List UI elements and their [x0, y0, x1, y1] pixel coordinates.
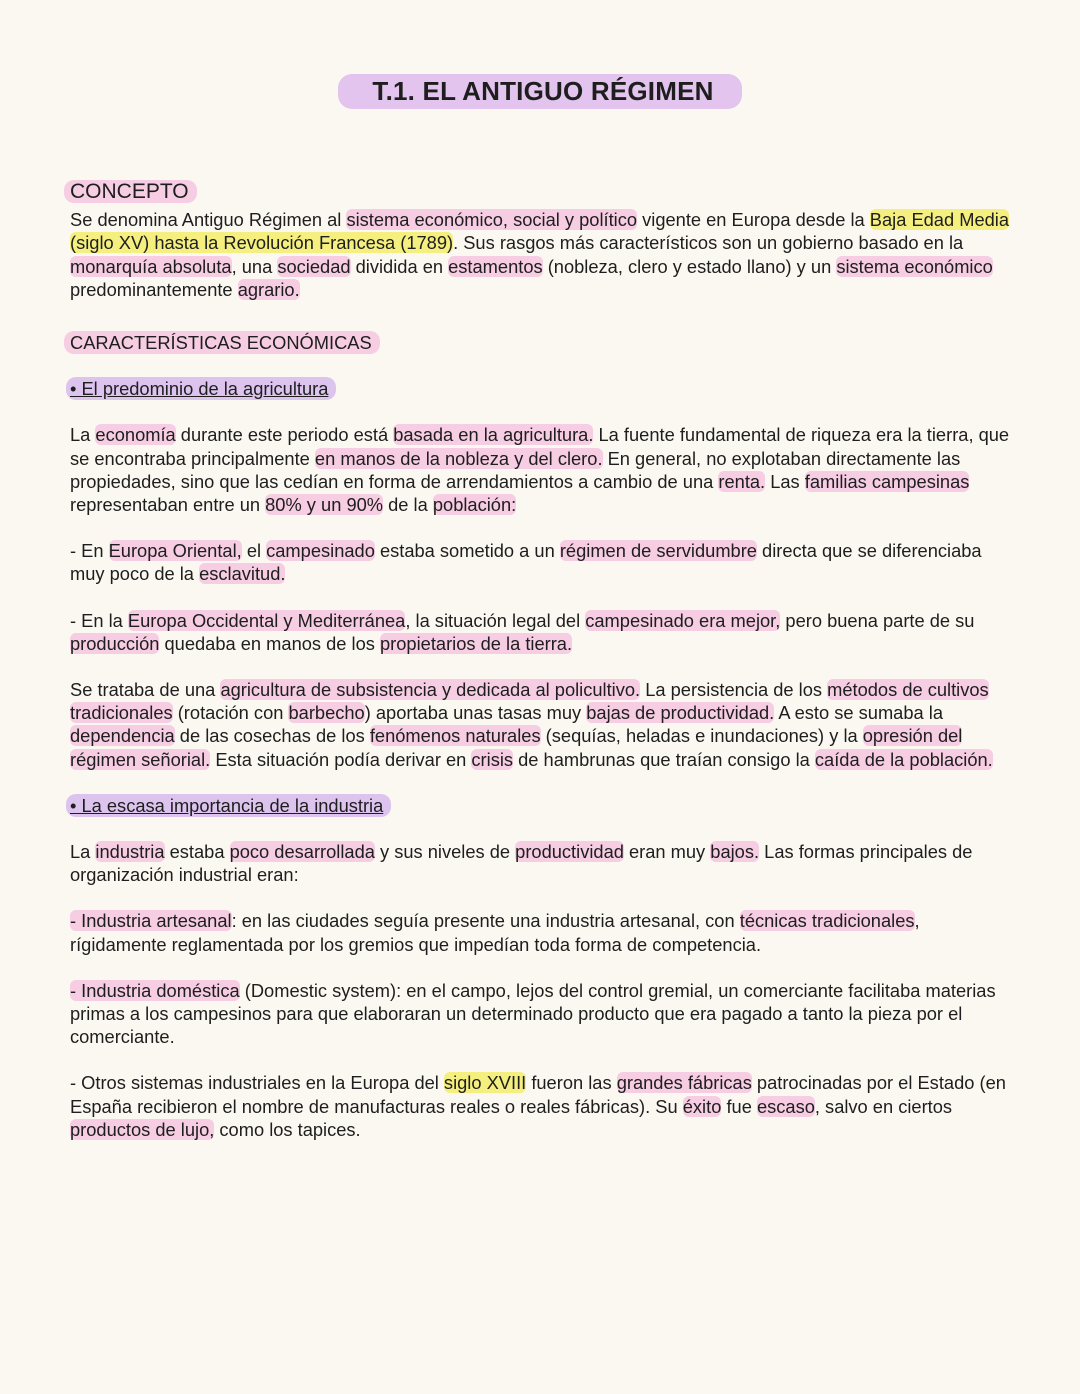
- text-run: de hambrunas que traían consigo la: [513, 748, 815, 770]
- highlighted-text: técnicas tradicionales: [739, 910, 915, 932]
- highlighted-text: sociedad: [277, 255, 351, 277]
- text-run: vigente en Europa desde la: [637, 209, 870, 231]
- text-run: Las formas principales de organización industrial eran:: [70, 841, 973, 886]
- text-run: La: [70, 424, 96, 446]
- text-run: (rotación con: [172, 702, 289, 724]
- text-run: , salvo en ciertos: [814, 1095, 953, 1117]
- text-run: quedaba en manos de los: [159, 632, 380, 654]
- highlighted-text: 80% y un 90%: [265, 494, 384, 516]
- highlighted-text-yellow: Baja Edad Media (siglo XV) hasta la Revolución Francesa (1789): [70, 209, 1010, 254]
- title-wrapper: [0, 74, 1080, 109]
- highlighted-text: - Industria doméstica: [70, 979, 240, 1001]
- text-run: (sequías, heladas e inundaciones) y la: [540, 725, 863, 747]
- industria-paragraph-4: [70, 1071, 1020, 1141]
- subheading-agricultura: • El predominio de la agricultura: [66, 377, 336, 400]
- text-run: La persistencia de los: [640, 679, 828, 701]
- highlighted-text: bajas de productividad.: [586, 702, 775, 724]
- highlighted-text: - Industria artesanal: [70, 910, 232, 932]
- highlighted-text: poco desarrollada: [229, 841, 375, 863]
- text-run: fue: [721, 1095, 757, 1117]
- text-run: estaba: [164, 841, 230, 863]
- highlighted-text: monarquía absoluta: [70, 255, 232, 277]
- highlighted-text: barbecho: [288, 702, 365, 724]
- text-run: de las cosechas de los: [174, 725, 370, 747]
- text-run: pero buena parte de su: [780, 609, 975, 631]
- highlighted-text: estamentos: [448, 255, 543, 277]
- text-run: dividida en: [350, 255, 449, 277]
- industria-paragraph-1: [70, 840, 1020, 886]
- highlighted-text: bajos.: [710, 841, 760, 863]
- text-run: La: [70, 841, 96, 863]
- text-run: como los tapices.: [214, 1118, 361, 1140]
- text-run: , rígidamente reglamentada por los gremios que impedían toda forma de competencia.: [70, 910, 920, 955]
- highlighted-text: sistema económico, social y político: [346, 209, 638, 231]
- text-run: . Sus rasgos más característicos son un gobierno basado en la: [453, 232, 964, 254]
- text-run: directa que se diferenciaba muy poco de la: [70, 540, 982, 585]
- highlighted-text: basada en la agricultura.: [393, 424, 594, 446]
- text-run: el: [241, 540, 267, 562]
- text-run: , la situación legal del: [405, 609, 586, 631]
- highlighted-text: éxito: [682, 1095, 722, 1117]
- section-heading-concepto: CONCEPTO: [64, 180, 197, 203]
- text-run: Se trataba de una: [70, 679, 221, 701]
- text-run: de la: [383, 494, 433, 516]
- highlighted-text: sistema económico: [836, 255, 993, 277]
- highlighted-text: población:: [432, 494, 517, 516]
- section-heading-economicas: CARACTERÍSTICAS ECONÓMICAS: [64, 331, 380, 354]
- highlighted-text: renta.: [718, 470, 766, 492]
- highlighted-text: economía: [95, 424, 176, 446]
- highlighted-text: dependencia: [70, 725, 175, 747]
- page-title: T.1. EL ANTIGUO RÉGIMEN: [338, 74, 741, 109]
- highlighted-text: en manos de la nobleza y del clero.: [314, 447, 603, 469]
- highlighted-text: agrario.: [237, 278, 300, 300]
- text-run: predominantemente: [70, 278, 238, 300]
- highlighted-text: productos de lujo,: [70, 1118, 215, 1140]
- text-run: (nobleza, clero y estado llano) y un: [542, 255, 837, 277]
- highlighted-text: Europa Oriental,: [108, 540, 242, 562]
- highlighted-text: crisis: [471, 748, 514, 770]
- agricultura-paragraph-1: [70, 423, 1020, 516]
- text-run: - En: [70, 540, 109, 562]
- text-run: representaban entre un: [70, 494, 266, 516]
- concepto-paragraph: [70, 208, 1020, 301]
- agricultura-paragraph-2: [70, 539, 1020, 585]
- highlighted-text: fenómenos naturales: [369, 725, 541, 747]
- text-run: fueron las: [526, 1072, 617, 1094]
- text-run: durante este periodo está: [175, 424, 394, 446]
- highlighted-text: régimen de servidumbre: [559, 540, 757, 562]
- highlighted-text-yellow: siglo XVIII: [443, 1072, 527, 1094]
- text-run: Se denomina Antiguo Régimen al: [70, 209, 347, 231]
- highlighted-text: caída de la población.: [814, 748, 993, 770]
- highlighted-text: productividad: [515, 841, 624, 863]
- text-run: estaba sometido a un: [374, 540, 560, 562]
- text-run: ) aportaba unas tasas muy: [364, 702, 587, 724]
- highlighted-text: Europa Occidental y Mediterránea: [127, 609, 406, 631]
- text-run: : en las ciudades seguía presente una industria artesanal, con: [231, 910, 740, 932]
- highlighted-text: agricultura de subsistencia y dedicada al policultivo.: [220, 679, 641, 701]
- text-run: Las: [765, 470, 805, 492]
- text-run: y sus niveles de: [374, 841, 516, 863]
- industria-paragraph-3: [70, 979, 1020, 1049]
- highlighted-text: industria: [95, 841, 165, 863]
- highlighted-text: campesinado: [266, 540, 375, 562]
- highlighted-text: escaso: [756, 1095, 815, 1117]
- highlighted-text: propietarios de la tierra.: [380, 632, 573, 654]
- highlighted-text: grandes fábricas: [616, 1072, 752, 1094]
- text-run: - En la: [70, 609, 128, 631]
- highlighted-text: producción: [70, 632, 160, 654]
- text-run: (Domestic system): en el campo, lejos del control gremial, un comerciante facilitaba materias primas a los campesinos para que elaboraran un determinado producto que era pagado a tanto la pieza por el comerciante.: [70, 979, 996, 1048]
- text-run: eran muy: [623, 841, 711, 863]
- document-body: [70, 180, 1020, 1141]
- agricultura-paragraph-4: [70, 678, 1020, 771]
- highlighted-text: opresión del régimen señorial.: [70, 725, 963, 770]
- highlighted-text: familias campesinas: [804, 470, 970, 492]
- subheading-industria: • La escasa importancia de la industria: [66, 794, 391, 817]
- text-run: patrocinadas por el Estado (en España recibieron el nombre de manufacturas reales o reales fábricas). Su: [70, 1072, 1006, 1117]
- agricultura-paragraph-3: [70, 609, 1020, 655]
- text-run: Esta situación podía derivar en: [210, 748, 472, 770]
- text-run: - Otros sistemas industriales en la Europa del: [70, 1072, 444, 1094]
- text-run: A esto se sumaba la: [774, 702, 943, 724]
- industria-paragraph-2: [70, 909, 1020, 955]
- text-run: La fuente fundamental de riqueza era la tierra, que se encontraba principalmente: [70, 424, 1010, 469]
- highlighted-text: esclavitud.: [199, 563, 286, 585]
- text-run: , una: [231, 255, 278, 277]
- highlighted-text: campesinado era mejor,: [585, 609, 781, 631]
- text-run: En general, no explotaban directamente las propiedades, sino que las cedían en forma de arrendamientos a cambio de una: [70, 447, 961, 492]
- highlighted-text: métodos de cultivos tradicionales: [70, 679, 989, 724]
